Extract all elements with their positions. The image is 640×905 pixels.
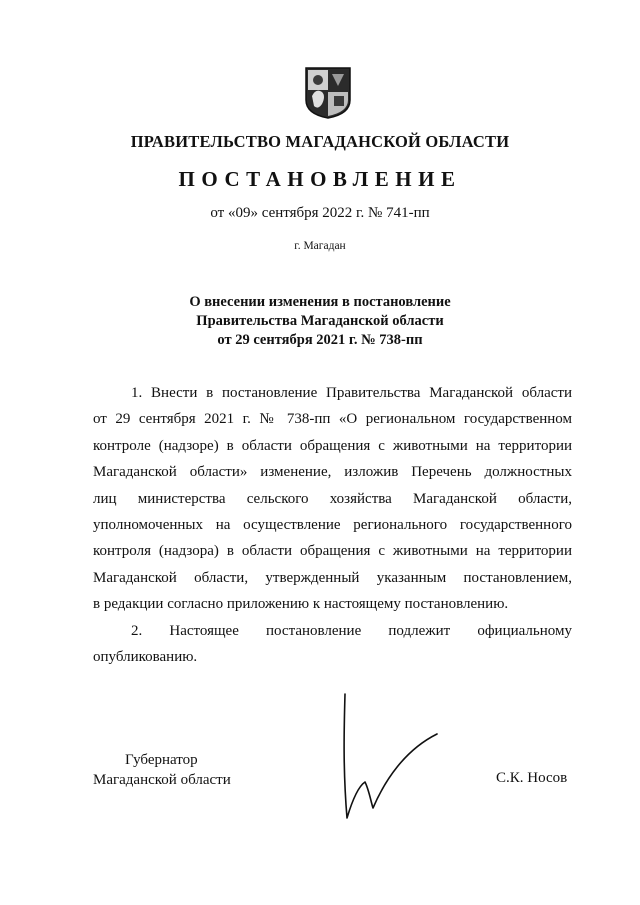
body-line: контроля (надзора) в области обращения с животными на территории: [93, 543, 572, 560]
signatory-role-line: Магаданской области: [93, 772, 231, 788]
body-line: Магаданской области» изменение, изложив Перечень должностных: [93, 464, 572, 481]
body-line: 2. Настоящее постановление подлежит официальному: [131, 622, 572, 639]
handwritten-signature: [325, 690, 445, 830]
subject-line: О внесении изменения в постановление: [189, 294, 451, 310]
signatory-role: [93, 750, 231, 790]
document-type-title: ПОСТАНОВЛЕНИЕ: [178, 167, 462, 191]
body-line: 1. Внести в постановление Правительства Магаданской области: [131, 385, 572, 401]
document-body: [93, 380, 572, 670]
body-line: в редакции согласно приложению к настоящему постановлению.: [93, 596, 509, 613]
paragraph-2: [93, 618, 572, 671]
paragraph-1: [93, 380, 572, 618]
coat-of-arms-icon: [304, 66, 352, 120]
document-subject: [0, 293, 640, 350]
document-date-number: от «09» сентября 2022 г. № 741-пп: [210, 205, 430, 221]
body-line: от 29 сентября 2021 г. № 738-пп «О региональном государственном: [93, 411, 572, 428]
body-line: лиц министерства сельского хозяйства Магаданской области,: [93, 490, 572, 507]
body-line: уполномоченных на осуществление регионального государственного: [93, 517, 572, 534]
subject-line: от 29 сентября 2021 г. № 738-пп: [217, 332, 423, 348]
signatory-name: С.К. Носов: [496, 770, 568, 786]
government-title: ПРАВИТЕЛЬСТВО МАГАДАНСКОЙ ОБЛАСТИ: [130, 132, 510, 151]
body-line: опубликованию.: [93, 649, 198, 666]
signatory-role-line: Губернатор: [125, 752, 198, 768]
body-line: контроле (надзоре) в области обращения с животными на территории: [93, 437, 572, 454]
subject-line: Правительства Магаданской области: [196, 313, 444, 329]
document-city: г. Магадан: [294, 240, 346, 252]
body-line: Магаданской области, утвержденный указанным постановлением,: [93, 569, 572, 586]
